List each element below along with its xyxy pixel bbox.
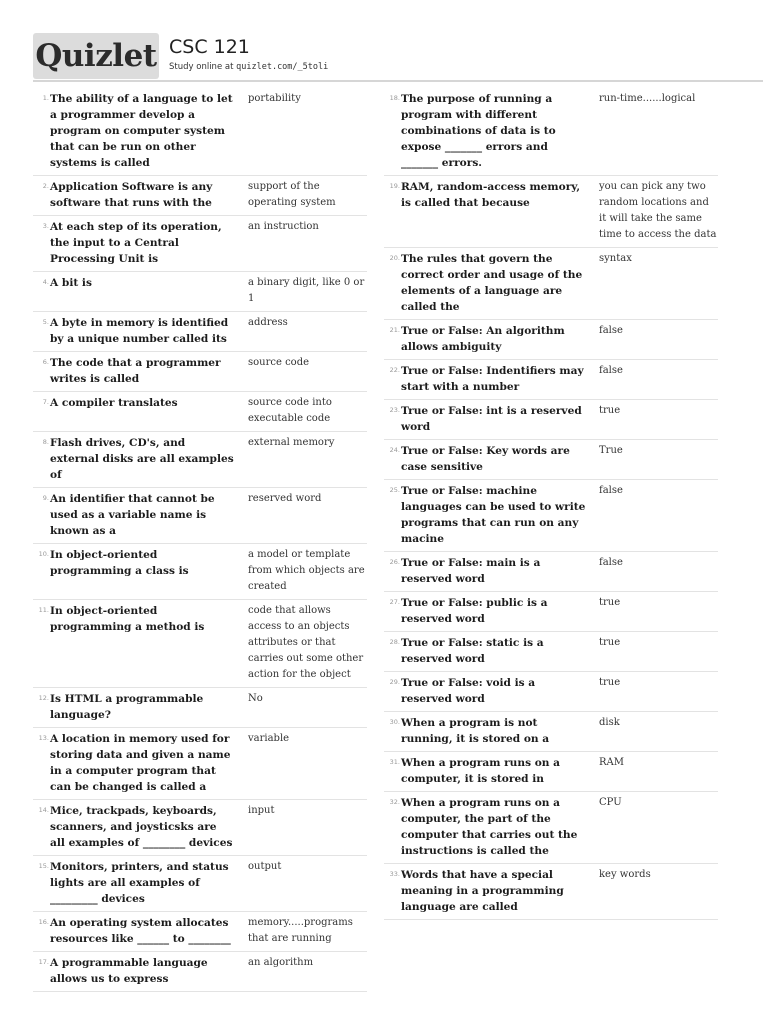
flashcard-row [33, 688, 367, 728]
card-number: 7. [42, 398, 49, 406]
flashcard-row [384, 320, 718, 360]
card-definition: syntax [599, 253, 632, 264]
card-term: Mice, trackpads, keyboards, scanners, and joysticsks are all examples of ________ devices [50, 805, 233, 849]
card-term: True or False: An algorithm allows ambiguity [401, 325, 565, 353]
card-number: 26. [389, 558, 400, 566]
card-definition: a model or template from which objects are created [248, 549, 365, 592]
card-definition: source code into executable code [248, 397, 332, 424]
flashcard-row [33, 488, 367, 544]
card-number: 17. [38, 958, 49, 966]
card-number: 12. [38, 694, 49, 702]
flashcard-row [33, 600, 367, 688]
card-definition: reserved word [248, 493, 322, 504]
card-term: The code that a programmer writes is called [50, 357, 221, 385]
card-term: A location in memory used for storing data and given a name in a computer program that can be changed is called a [50, 733, 231, 793]
card-term: True or False: static is a reserved word [401, 637, 544, 665]
card-number: 23. [389, 406, 400, 414]
study-online-line [169, 62, 328, 72]
card-number: 22. [389, 366, 400, 374]
card-number: 21. [389, 326, 400, 334]
flashcard-row [33, 352, 367, 392]
flashcard-row [384, 176, 718, 248]
card-term: The ability of a language to let a programmer develop a program on computer system that can be run on other systems is called [50, 93, 233, 169]
card-number: 30. [389, 718, 400, 726]
flashcard-row [384, 712, 718, 752]
card-definition: RAM [599, 757, 624, 768]
flashcard-row [33, 800, 367, 856]
card-definition: input [248, 805, 275, 816]
card-number: 24. [389, 446, 400, 454]
flashcard-row [384, 864, 718, 920]
card-definition: a binary digit, like 0 or 1 [248, 277, 365, 304]
study-online-link[interactable]: quizlet.com/_5toli [236, 62, 329, 72]
flashcard-column-left [33, 88, 367, 992]
card-term: A bit is [50, 277, 92, 289]
flashcard-row [33, 272, 367, 312]
flashcard-column-right [384, 88, 718, 920]
card-term: True or False: machine languages can be used to write programs that can run on any macine [401, 485, 586, 545]
card-term: True or False: void is a reserved word [401, 677, 536, 705]
card-term: True or False: main is a reserved word [401, 557, 541, 585]
card-term: When a program runs on a computer, it is stored in [401, 757, 561, 785]
card-definition: source code [248, 357, 310, 368]
card-number: 5. [42, 318, 49, 326]
flashcard-row [384, 552, 718, 592]
card-number: 6. [42, 358, 49, 366]
card-term: The purpose of running a program with different combinations of data is to expose _______ errors and _______ errors. [401, 93, 556, 169]
card-number: 27. [389, 598, 400, 606]
card-number: 8. [42, 438, 49, 446]
card-definition: you can pick any two random locations and it will take the same time to access the data [599, 181, 717, 240]
card-number: 15. [38, 862, 49, 870]
card-term: An operating system allocates resources like ______ to ________ [50, 917, 231, 945]
card-definition: run-time......logical [599, 93, 696, 104]
card-number: 28. [389, 638, 400, 646]
flashcard-row [384, 360, 718, 400]
card-definition: disk [599, 717, 620, 728]
card-definition: portability [248, 93, 301, 104]
card-number: 20. [389, 254, 400, 262]
card-definition: memory.....programs that are running [248, 917, 353, 944]
card-number: 33. [389, 870, 400, 878]
card-definition: true [599, 597, 621, 608]
card-number: 4. [42, 278, 49, 286]
flashcard-row [33, 728, 367, 800]
card-term: True or False: Indentifiers may start with a number [401, 365, 584, 393]
card-term: When a program is not running, it is stored on a [401, 717, 550, 745]
card-number: 31. [389, 758, 400, 766]
flashcard-row [33, 856, 367, 912]
card-term: An identifier that cannot be used as a variable name is known as a [50, 493, 215, 537]
card-term: In object-oriented programming a method is [50, 605, 205, 633]
card-definition: output [248, 861, 282, 872]
flashcard-row [33, 544, 367, 600]
card-definition: variable [248, 733, 290, 744]
card-term: Words that have a special meaning in a programming language are called [401, 869, 564, 913]
set-title: CSC 121 [169, 36, 250, 58]
card-definition: an algorithm [248, 957, 314, 968]
card-number: 13. [38, 734, 49, 742]
card-definition: true [599, 405, 621, 416]
card-term: Is HTML a programmable language? [50, 693, 204, 721]
card-term: At each step of its operation, the input to a Central Processing Unit is [50, 221, 222, 265]
card-definition: address [248, 317, 288, 328]
flashcard-row [33, 912, 367, 952]
card-definition: key words [599, 869, 651, 880]
card-definition: false [599, 325, 623, 336]
card-term: Monitors, printers, and status lights are all examples of _________ devices [50, 861, 229, 905]
flashcard-row [384, 248, 718, 320]
flashcard-row [33, 432, 367, 488]
card-definition: false [599, 485, 623, 496]
card-definition: true [599, 677, 621, 688]
flashcard-row [33, 216, 367, 272]
card-term: RAM, random-access memory, is called that because [401, 181, 581, 209]
card-term: A compiler translates [50, 397, 178, 409]
card-term: When a program runs on a computer, the part of the computer that carries out the instructions is called the [401, 797, 578, 857]
flashcard-row [384, 632, 718, 672]
flashcard-row [33, 312, 367, 352]
card-number: 2. [42, 182, 49, 190]
flashcard-row [384, 480, 718, 552]
card-definition: external memory [248, 437, 335, 448]
card-term: A byte in memory is identified by a unique number called its [50, 317, 229, 345]
flashcard-row [33, 392, 367, 432]
card-definition: support of the operating system [248, 181, 336, 208]
card-definition: an instruction [248, 221, 319, 232]
page-header [33, 33, 763, 82]
card-term: A programmable language allows us to express [50, 957, 208, 985]
card-term: Application Software is any software that runs with the [50, 181, 213, 209]
flashcard-row [384, 752, 718, 792]
card-number: 11. [38, 606, 49, 614]
card-term: In object-oriented programming a class is [50, 549, 189, 577]
card-definition: false [599, 365, 623, 376]
card-term: The rules that govern the correct order and usage of the elements of a language are called the [401, 253, 583, 313]
flashcard-row [384, 440, 718, 480]
card-number: 14. [38, 806, 49, 814]
flashcard-row [384, 792, 718, 864]
card-number: 9. [42, 494, 49, 502]
flashcard-row [33, 176, 367, 216]
flashcard-row [384, 672, 718, 712]
card-number: 1. [42, 94, 49, 102]
card-term: True or False: Key words are case sensitive [401, 445, 570, 473]
flashcard-row [384, 592, 718, 632]
card-definition: True [599, 445, 623, 456]
card-number: 16. [38, 918, 49, 926]
card-definition: true [599, 637, 621, 648]
card-number: 3. [42, 222, 49, 230]
flashcard-row [33, 952, 367, 992]
card-number: 29. [389, 678, 400, 686]
card-number: 10. [38, 550, 49, 558]
card-term: True or False: int is a reserved word [401, 405, 582, 433]
card-term: Flash drives, CD's, and external disks are all examples of [50, 437, 234, 481]
card-definition: false [599, 557, 623, 568]
card-definition: code that allows access to an objects attributes or that carries out some other action for the object [248, 605, 364, 680]
flashcard-row [384, 88, 718, 176]
card-number: 32. [389, 798, 400, 806]
flashcard-row [384, 400, 718, 440]
study-online-label: Study online at [169, 62, 237, 72]
card-definition: CPU [599, 797, 622, 808]
card-number: 18. [389, 94, 400, 102]
flashcard-row [33, 88, 367, 176]
card-term: True or False: public is a reserved word [401, 597, 548, 625]
quizlet-logo[interactable]: Quizlet [33, 33, 159, 79]
card-number: 25. [389, 486, 400, 494]
card-number: 19. [389, 182, 400, 190]
card-definition: No [248, 693, 263, 704]
